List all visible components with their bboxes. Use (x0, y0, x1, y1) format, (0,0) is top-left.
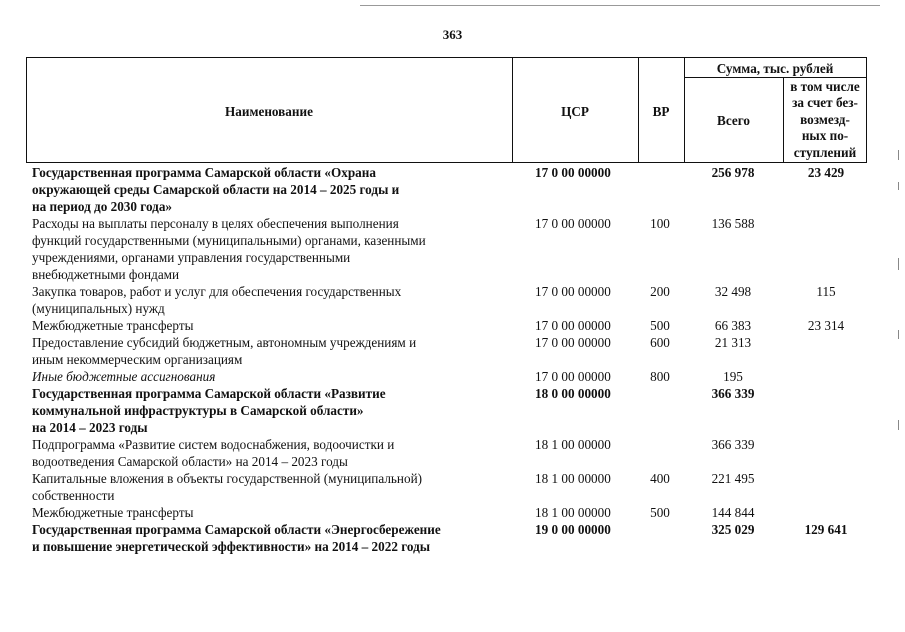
header-including-line: ных по- (801, 128, 849, 144)
row-name-line: Межбюджетные трансферты (32, 505, 194, 520)
row-name (32, 368, 510, 385)
row-csr: 17 0 00 00000 (535, 335, 611, 350)
row-total: 32 498 (714, 284, 752, 299)
row-total: 366 339 (711, 437, 755, 452)
row-name-line: функций государственными (муниципальными) органами, казенными (32, 233, 426, 248)
row-total: 144 844 (711, 505, 755, 520)
row-name-line: собственности (32, 488, 115, 503)
row-total: 256 978 (711, 165, 755, 180)
header-including-line: возмезд- (800, 111, 850, 127)
header-bottom-border (26, 162, 867, 163)
table-row (0, 385, 905, 436)
row-name-line: Иные бюджетные ассигнования (32, 369, 216, 384)
row-name-line: Закупка товаров, работ и услуг для обеспечения государственных (32, 284, 402, 299)
row-including: 23 429 (807, 165, 845, 180)
row-name (32, 283, 510, 317)
table-row (0, 334, 905, 368)
row-name-line: Межбюджетные трансферты (32, 318, 194, 333)
row-including: 23 314 (807, 318, 845, 333)
table-row (0, 436, 905, 470)
table-row (0, 317, 905, 334)
table-row (0, 368, 905, 385)
top-edge-rule (360, 5, 880, 6)
header-csr: ЦСР (561, 104, 589, 119)
row-including: 115 (816, 284, 836, 299)
header-name: Наименование (225, 104, 313, 119)
row-name (32, 385, 510, 436)
row-csr: 17 0 00 00000 (535, 318, 611, 333)
row-total: 136 588 (711, 216, 755, 231)
row-name-line: и повышение энергетической эффективности» на 2014 – 2022 годы (32, 539, 431, 554)
row-csr: 17 0 00 00000 (535, 369, 611, 384)
row-name-line: Государственная программа Самарской области «Энергосбережение (32, 522, 441, 537)
row-name-line: коммунальной инфраструктуры в Самарской области» (32, 403, 364, 418)
table-row (0, 164, 905, 215)
row-name-line: на период до 2030 года» (32, 199, 173, 214)
row-name-line: окружающей среды Самарской области на 2014 – 2025 годы и (32, 182, 400, 197)
row-vr: 400 (650, 471, 670, 486)
row-name-line: Государственная программа Самарской области «Развитие (32, 386, 386, 401)
row-name-line: учреждениями, органами управления государственными (32, 250, 351, 265)
row-name-line: Предоставление субсидий бюджетным, автономным учреждениям и (32, 335, 417, 350)
table-row (0, 215, 905, 283)
row-csr: 18 1 00 00000 (535, 505, 611, 520)
row-name-line: внебюджетными фондами (32, 267, 180, 282)
scan-mark (898, 150, 899, 160)
row-including: 129 641 (804, 522, 848, 537)
page-number: 363 (442, 27, 463, 42)
table-row (0, 504, 905, 521)
row-total: 66 383 (714, 318, 752, 333)
row-total: 221 495 (711, 471, 755, 486)
header-total: Всего (717, 113, 750, 128)
row-name-line: Расходы на выплаты персоналу в целях обеспечения выполнения (32, 216, 399, 231)
row-vr: 600 (650, 335, 670, 350)
row-csr: 17 0 00 00000 (535, 216, 611, 231)
row-vr: 500 (650, 318, 670, 333)
sum-group-divider (684, 77, 867, 78)
row-total: 325 029 (711, 522, 755, 537)
row-csr: 17 0 00 00000 (535, 284, 611, 299)
row-vr: 100 (650, 216, 670, 231)
row-name (32, 521, 510, 555)
header-including-line: в том числе (790, 79, 860, 94)
row-total: 366 339 (711, 386, 755, 401)
row-name (32, 334, 510, 368)
row-name (32, 504, 510, 521)
row-name-line: Государственная программа Самарской области «Охрана (32, 165, 376, 180)
table-row (0, 521, 905, 555)
header-including (783, 79, 867, 161)
table-row (0, 283, 905, 317)
row-name-line: Капитальные вложения в объекты государственной (муниципальной) (32, 471, 423, 486)
header-sum-group: Сумма, тыс. рублей (716, 61, 834, 76)
header-including-line: ступлений (793, 144, 857, 160)
row-name (32, 470, 510, 504)
header-top-border (26, 57, 867, 58)
row-csr: 17 0 00 00000 (535, 165, 611, 180)
row-name (32, 215, 510, 283)
row-name-line: (муниципальных) нужд (32, 301, 165, 316)
row-name-line: водоотведения Самарской области» на 2014 – 2023 годы (32, 454, 348, 469)
row-csr: 18 1 00 00000 (535, 437, 611, 452)
header-vr: ВР (652, 104, 670, 119)
row-name-line: иным некоммерческим организациям (32, 352, 243, 367)
row-name-line: на 2014 – 2023 годы (32, 420, 148, 435)
row-name (32, 164, 510, 215)
row-vr: 800 (650, 369, 670, 384)
row-csr: 18 1 00 00000 (535, 471, 611, 486)
row-name (32, 317, 510, 334)
row-total: 195 (723, 369, 743, 384)
header-including-line: за счет без- (792, 95, 858, 111)
row-name-line: Подпрограмма «Развитие систем водоснабжения, водоочистки и (32, 437, 395, 452)
row-name (32, 436, 510, 470)
row-vr: 200 (650, 284, 670, 299)
row-total: 21 313 (714, 335, 752, 350)
row-csr: 19 0 00 00000 (535, 522, 611, 537)
row-vr: 500 (650, 505, 670, 520)
row-csr: 18 0 00 00000 (535, 386, 611, 401)
table-row (0, 470, 905, 504)
